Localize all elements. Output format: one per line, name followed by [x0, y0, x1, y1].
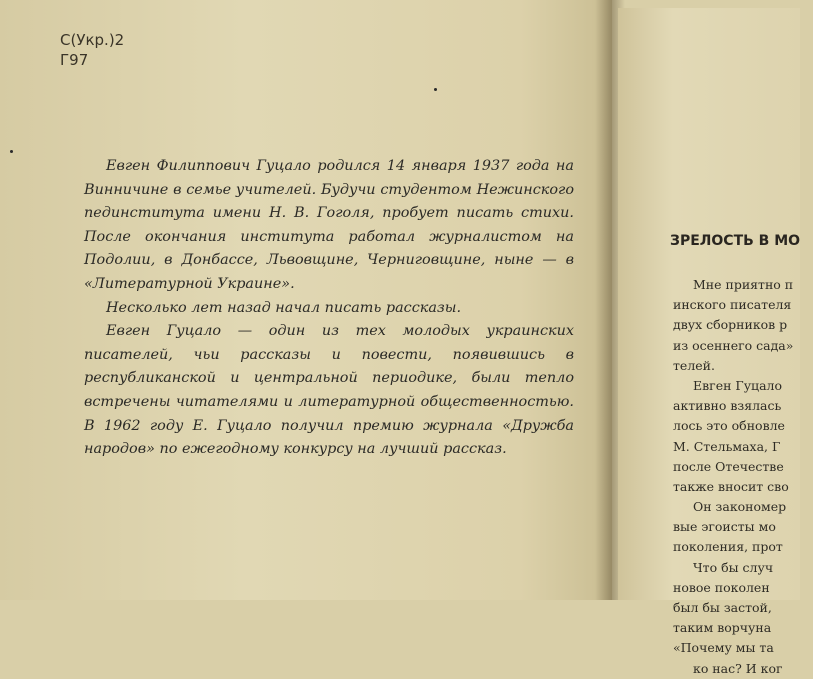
text-line: поколения, прот: [673, 539, 783, 555]
text-line: Он закономер: [693, 499, 787, 515]
text-line: новое поколен: [673, 579, 770, 595]
text-line: инского писателя: [673, 297, 792, 313]
text-line: М. Стельмаха, Г: [673, 438, 781, 454]
annotation-paragraph-2: Несколько лет назад начал писать рассказы.: [106, 299, 462, 316]
text-line: Что бы случ: [693, 559, 774, 575]
catalog-line-1: С(Укр.)2: [60, 31, 125, 49]
text-line: «Почему мы та: [673, 640, 774, 656]
annotation-paragraph-1: Евген Филиппович Гуцало родился 14 января 1937 года на Винничине в семье учителей. Будучи студентом Нежинского пединститута имени Н. В. Гоголя, пробует писать стихи. После окончания института работал журналистом на Подолии, в Донбассе, Львовщине, Черниговщине, ныне — в «Литературной Украине».: [84, 158, 574, 292]
author-annotation: [84, 155, 574, 462]
text-line: таким ворчуна: [673, 620, 772, 636]
text-line: лось это обновле: [673, 418, 785, 434]
text-line: после Отечестве: [673, 458, 784, 474]
text-line: вые эгоисты мо: [673, 519, 776, 535]
catalog-code: [60, 30, 124, 70]
catalog-line-2: Г97: [60, 51, 89, 69]
print-dot: [10, 150, 13, 153]
text-line: Евген Гуцало: [693, 377, 783, 393]
text-line: телей.: [673, 357, 715, 373]
right-page: [618, 8, 801, 676]
text-line: Мне приятно п: [693, 277, 794, 292]
text-line: активно взялась: [673, 398, 782, 414]
text-line: ко нас? И ког: [693, 660, 783, 676]
section-heading: ЗРЕЛОСТЬ В МО: [670, 233, 801, 249]
text-line: из осеннего сада»: [673, 337, 794, 353]
text-line: двух сборников р: [673, 317, 788, 333]
annotation-paragraph-3: Евген Гуцало — один из тех молодых украинских писателей, чьи рассказы и повести, появившись в республиканской и центральной периодике, были тепло встречены читателями и литературной общественностью. В 1962 году Е. Гуцало получил премию журнала «Дружба народов» по ежегодному конкурсу на лучший рассказ.: [84, 323, 574, 458]
print-dot: [434, 88, 437, 91]
text-line: также вносит сво: [673, 478, 789, 494]
right-page-text: [673, 275, 813, 679]
text-line: был бы застой,: [673, 600, 772, 615]
